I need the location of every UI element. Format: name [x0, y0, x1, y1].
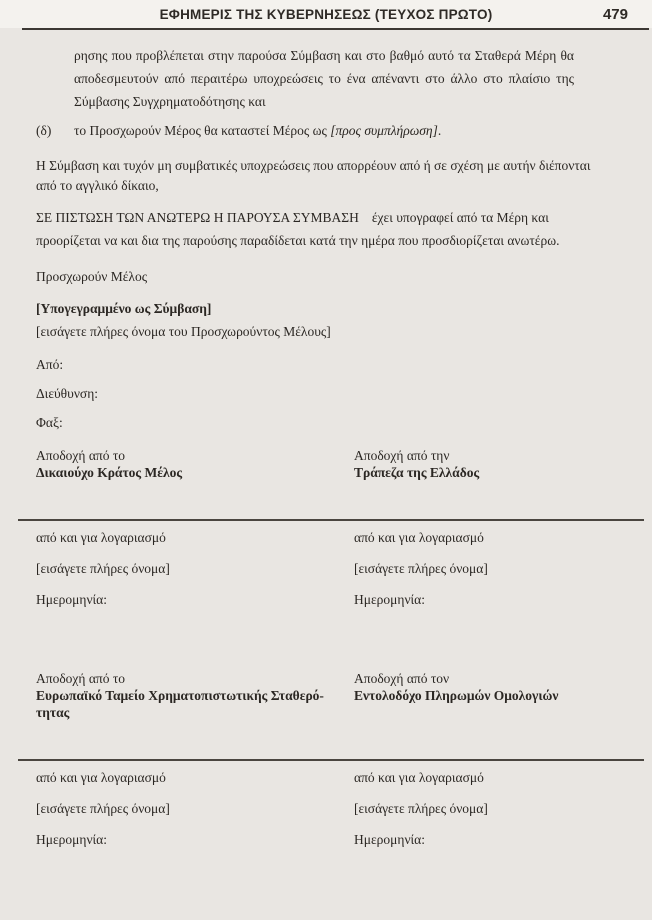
signed-as-contract-line: [Υπογεγραμμένο ως Σύμβαση] [36, 301, 212, 316]
insert-name-row [36, 801, 644, 816]
document-body [0, 44, 652, 847]
acceptance-intro: Αποδοχή από τον [354, 671, 450, 686]
acceptance-block-member-state [36, 447, 354, 481]
acceptance-party: Τράπεζα της Ελλάδος [354, 465, 480, 480]
insert-name-placeholder: [εισάγετε πλήρες όνομα] [36, 801, 170, 816]
date-label: Ημερομηνία: [354, 592, 426, 607]
continuation-paragraph: ρησης που προβλέπεται στην παρούσα Σύμβαση και στο βαθμό αυτό τα Σταθερά Μέρη θα αποδεσμευτούν από περαιτέρω υποχρεώσεις το ένα απέναντι στο άλλο στο πλαίσιο της Σύμβασης Συγχρηματοδότησης και [74, 48, 574, 109]
signature-section-2-header [36, 670, 644, 721]
header-rule [22, 28, 649, 30]
date-row [36, 832, 644, 847]
acceptance-block-efsf [36, 670, 354, 721]
gazette-title: ΕΦΗΜΕΡΙΣ ΤΗΣ ΚΥΒΕΡΝΗΣΕΩΣ (ΤΕΥΧΟΣ ΠΡΩΤΟ) [159, 7, 493, 22]
list-item-delta [36, 122, 644, 139]
insert-name-placeholder: [εισάγετε πλήρες όνομα] [36, 561, 170, 576]
date-label: Ημερομηνία: [354, 832, 426, 847]
page-header [0, 0, 652, 28]
signature-placeholder-block [36, 297, 644, 343]
date-label: Ημερομηνία: [36, 592, 108, 607]
insert-member-name-line: [εισάγετε πλήρες όνομα του Προσχωρούντος Μέλους] [36, 324, 331, 339]
acceding-member-label: Προσχωρούν Μέλος [36, 269, 148, 284]
witness-rest: έχει υπογραφεί από τα Μέρη και προορίζεται να και δια της παρούσης παραδίδεται κατά την ημέρα που προσδιορίζεται ανωτέρω. [36, 210, 560, 248]
page-number: 479 [602, 6, 628, 23]
fax-label: Φαξ: [36, 415, 63, 430]
on-behalf-label: από και για λογαριασμό [354, 770, 484, 785]
signature-separator-rule [18, 519, 644, 521]
list-item-text [74, 122, 644, 139]
date-label: Ημερομηνία: [36, 832, 108, 847]
signature-separator-rule [18, 759, 644, 761]
fill-in-placeholder: [προς συμπλήρωση] [330, 123, 438, 138]
date-row [36, 592, 644, 607]
acceptance-intro: Αποδοχή από το [36, 448, 126, 463]
acceptance-block-bank-of-greece [354, 447, 644, 481]
witness-lead-caps: ΣΕ ΠΙΣΤΩΣΗ ΤΩΝ ΑΝΩΤΕΡΩ Η ΠΑΡΟΥΣΑ ΣΥΜΒΑΣΗ [36, 210, 359, 225]
on-behalf-row [36, 770, 644, 785]
governing-law-paragraph: Η Σύμβαση και τυχόν μη συμβατικές υποχρεώσεις που απορρέουν από ή σε σχέση με αυτήν διέπονται από το αγγλικό δίκαιο, [36, 158, 591, 193]
acceptance-intro: Αποδοχή από την [354, 448, 450, 463]
acceptance-party: Ευρωπαϊκό Ταμείο Χρηματοπιστωτικής Σταθερό-τητας [36, 688, 324, 720]
signature-section-1-header [36, 447, 644, 481]
insert-name-placeholder: [εισάγετε πλήρες όνομα] [354, 801, 488, 816]
address-label: Διεύθυνση: [36, 386, 99, 401]
witness-clause-paragraph [36, 206, 601, 252]
acceptance-block-bond-paying-agent [354, 670, 644, 721]
list-item-suffix: . [437, 123, 442, 138]
on-behalf-row [36, 530, 644, 545]
from-label: Από: [36, 357, 64, 372]
list-marker: (δ) [36, 123, 52, 138]
acceptance-party: Εντολοδόχο Πληρωμών Ομολογιών [354, 688, 559, 703]
on-behalf-label: από και για λογαριασμό [36, 770, 166, 785]
insert-name-placeholder: [εισάγετε πλήρες όνομα] [354, 561, 488, 576]
on-behalf-label: από και για λογαριασμό [36, 530, 166, 545]
acceptance-intro: Αποδοχή από το [36, 671, 126, 686]
list-item-text-lead: το Προσχωρούν Μέρος θα καταστεί Μέρος ως [74, 123, 331, 138]
acceptance-party: Δικαιούχο Κράτος Μέλος [36, 465, 183, 480]
on-behalf-label: από και για λογαριασμό [354, 530, 484, 545]
insert-name-row [36, 561, 644, 576]
